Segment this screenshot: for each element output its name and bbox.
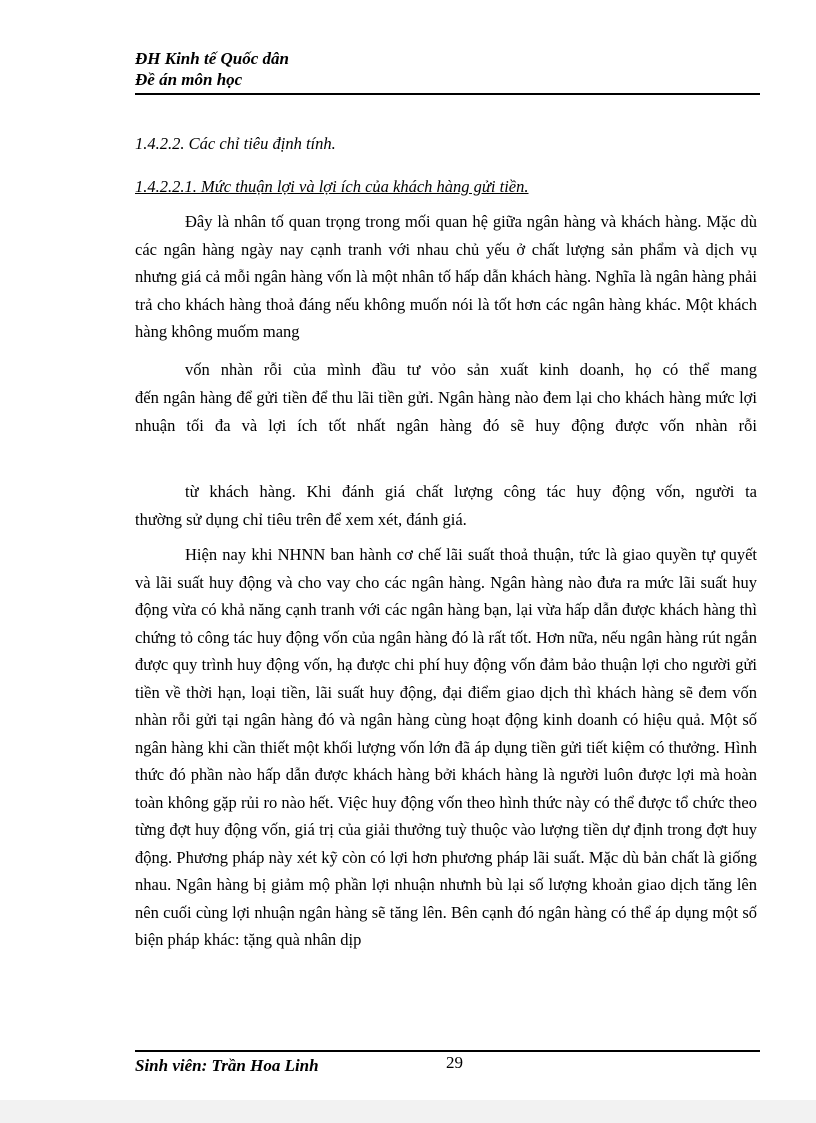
student-name: Sinh viên: Trần Hoa Linh	[135, 1056, 319, 1075]
university-name: ĐH Kinh tế Quốc dân	[135, 49, 289, 68]
footer-rule	[135, 1050, 760, 1052]
document-subtitle: Đề án môn học	[135, 70, 243, 89]
paragraph-1: Đây là nhân tố quan trọng trong mối quan hệ giữa ngân hàng và khách hàng. Mặc dù các ngân hàng ngày nay cạnh tranh với nhau chủ yếu ở chất lượng sản phẩm và dịch vụ nhưng giá cả mỗi ngân hàng vốn là một nhân tố hấp dẫn khách hàng. Nghĩa là ngân hàng phải trả cho khách hàng thoả đáng nếu không muốn nói là tốt hơn các ngân hàng khác. Một khách hàng không muốm mang	[135, 212, 757, 341]
paragraph-3-first-line: từ khách hàng. Khi đánh giá chất lượng công tác huy động vốn, người ta	[185, 482, 757, 501]
header-rule	[135, 93, 760, 95]
subsection-heading: 1.4.2.2.1. Mức thuận lợi và lợi ích của khách hàng gửi tiền.	[135, 177, 529, 196]
paragraph-2-body: đến ngân hàng để gửi tiền để thu lãi tiền gửi. Ngân hàng nào đem lại cho khách hàng mức lợi nhuận tối đa và lợi ích tốt nhất ngân hàng đó sẽ huy động được vốn nhàn rỗi	[135, 388, 757, 435]
paragraph-3-body: thường sử dụng chỉ tiêu trên để xem xét, đánh giá.	[135, 510, 467, 529]
document-header	[135, 48, 760, 90]
paragraph-2-first-line: vốn nhàn rỗi của mình đầu tư vỏo sản xuất kinh doanh, họ có thể mang	[185, 360, 757, 379]
page-bottom-strip	[0, 1100, 816, 1123]
section-heading: 1.4.2.2. Các chỉ tiêu định tính.	[135, 134, 336, 153]
paragraph-4: Hiện nay khi NHNN ban hành cơ chế lãi suất thoả thuận, tức là giao quyền tự quyết và lãi suất huy động và cho vay cho các ngân hàng. Ngân hàng nào đưa ra mức lãi suất huy động vừa có khả năng cạnh tranh với các ngân hàng bạn, lại vừa hấp dẫn được khách hàng thì chứng tỏ công tác huy động vốn của ngân hàng đó là rất tốt. Hơn nữa, nếu ngân hàng rút ngắn được quy trình huy động vốn, hạ được chi phí huy động vốn đảm bảo thuận lợi cho người gửi tiền về thời hạn, loại tiền, lãi suất huy động, đại điểm giao dịch thì khách hàng sẽ đem vốn nhàn rỗi gửi tại ngân hàng đó và ngân hàng cùng hoạt động kinh doanh có hiệu quả. Một số ngân hàng khi cần thiết một khối lượng vốn lớn đã áp dụng tiền gửi tiết kiệm có thưởng. Hình thức đó phần nào hấp dẫn được khách hàng bởi khách hàng là người luôn được lợi mà hoàn toàn không gặp rủi ro nào hết. Việc huy động vốn theo hình thức này có thể được tổ chức theo từng đợt huy động vốn, giá trị của giải thưởng tuỳ thuộc vào lượng tiền dự định trong đợt huy động. Phương pháp này xét kỹ còn có lợi hơn phương pháp lãi suất. Mặc dù bản chất là giống nhau. Ngân hàng bị giảm mộ phần lợi nhuận nhưnh bù lại số lượng khoản giao dịch tăng lên nên cuối cùng lợi nhuận ngân hàng sẽ tăng lên. Bên cạnh đó ngân hàng có thể áp dụng một số biện pháp khác: tặng quà nhân dịp	[135, 545, 757, 949]
page-number: 29	[446, 1053, 463, 1072]
